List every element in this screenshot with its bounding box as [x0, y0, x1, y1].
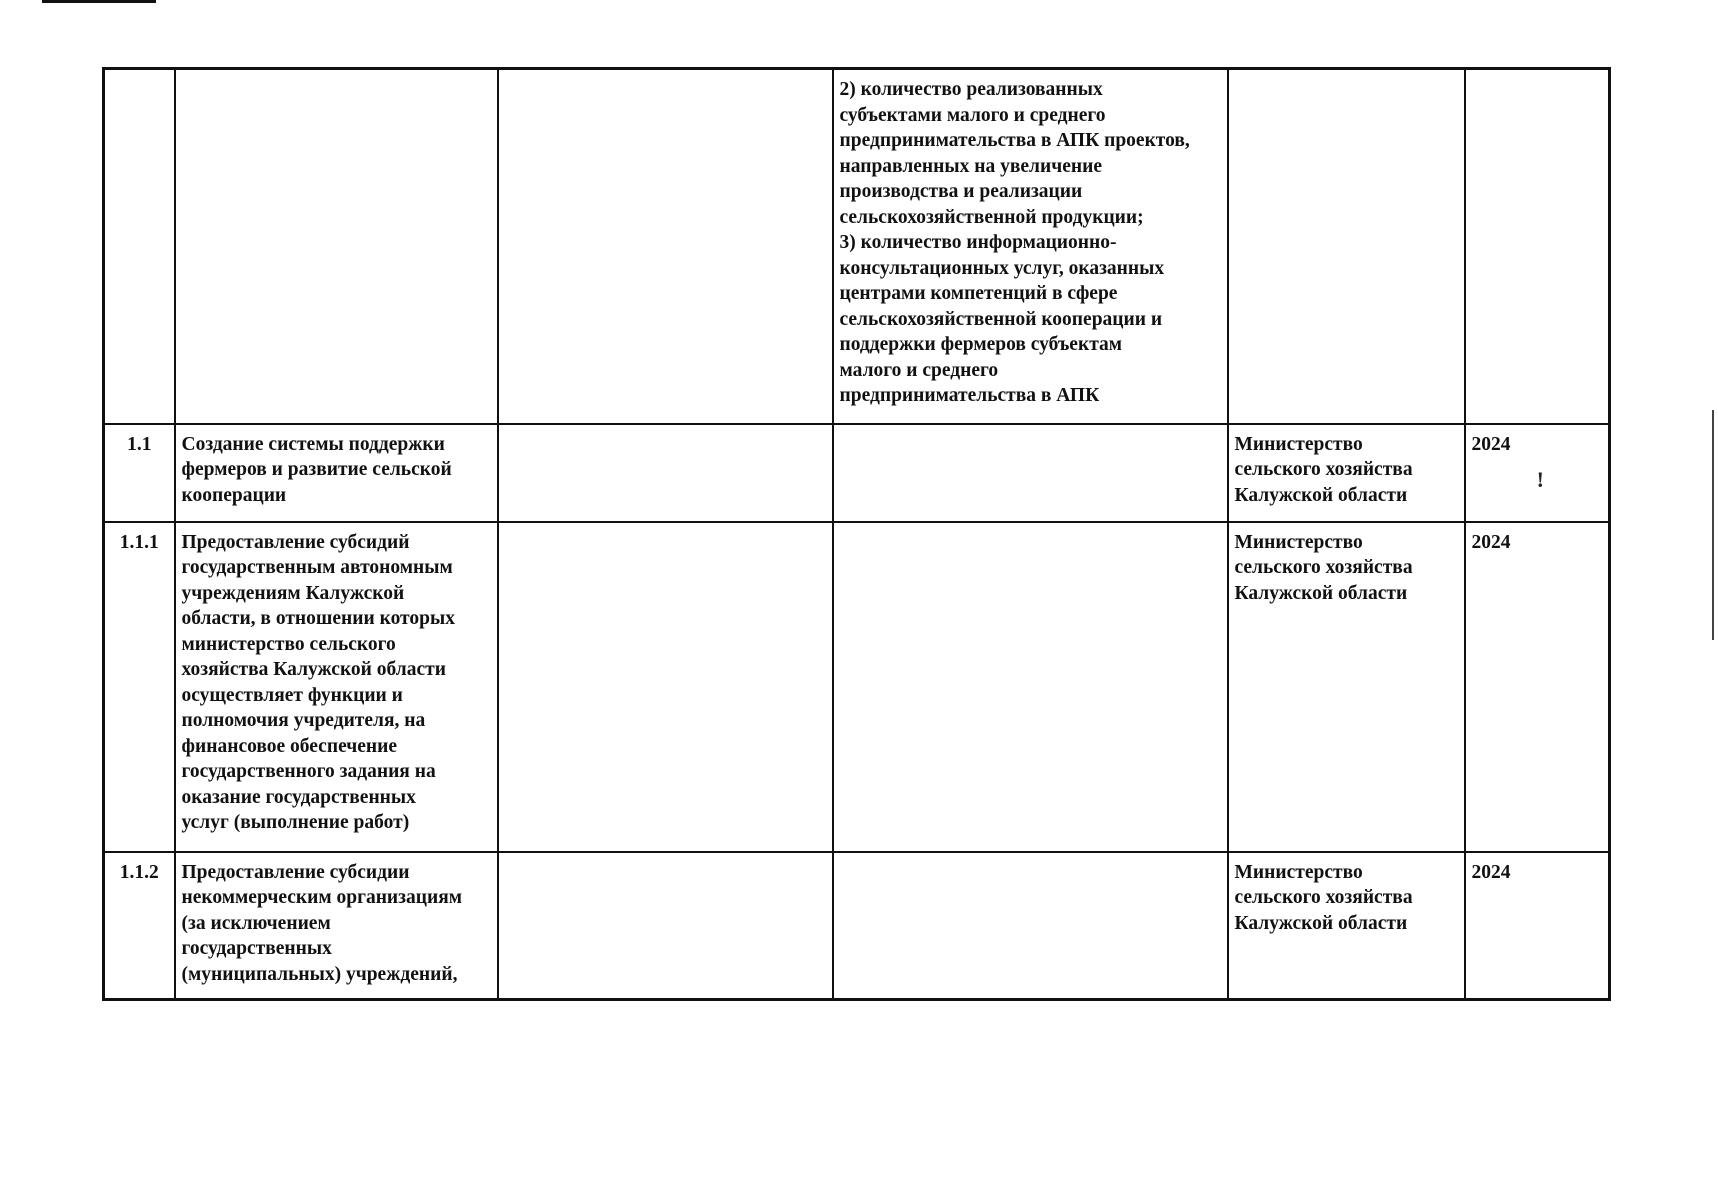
year-value: 2024 [1471, 861, 1511, 883]
indicator-line: производства и реализации [839, 181, 1083, 202]
indicator-cell [833, 852, 1228, 1000]
name-cell: Предоставление субсидии некоммерческим организациям (за исключением государственных (муниципальных) учреждений, [175, 852, 498, 1000]
indicator-line: сельскохозяйственной продукции; [839, 206, 1144, 228]
indicator-line: консультационных услуг, оказанных [839, 257, 1165, 279]
number-cell: 1.1.1 [104, 522, 175, 852]
table-row-continuation [104, 69, 1610, 424]
year-value: 2024 [1471, 433, 1511, 455]
responsible-cell [1228, 69, 1465, 424]
responsible-cell: Министерство сельского хозяйства Калужской области [1228, 424, 1465, 522]
indicator-line: центрами компетенций в сфере [839, 283, 1118, 304]
number-cell [104, 69, 175, 424]
year-cell [1465, 852, 1610, 1000]
name-cell [175, 69, 498, 424]
indicator-line: поддержки фермеров субъектам [839, 334, 1123, 355]
table-row [104, 852, 1610, 1000]
name-cell: Создание системы поддержки фермеров и развитие сельской кооперации [175, 424, 498, 522]
handwritten-mark: ! [1536, 466, 1544, 492]
year-cell [1465, 522, 1610, 852]
indicator-line: 3) количество информационно- [839, 232, 1117, 253]
indicator-line: направленных на увеличение [839, 155, 1102, 177]
top-rule [42, 0, 156, 3]
indicator-cell [833, 69, 1228, 424]
number-cell: 1.1.2 [104, 852, 175, 1000]
col3-cell [498, 852, 833, 1000]
indicator-cell [833, 522, 1228, 852]
year-cell [1465, 69, 1610, 424]
year-value: 2024 [1471, 531, 1511, 553]
responsible-cell: Министерство сельского хозяйства Калужской области [1228, 522, 1465, 852]
table-row [104, 522, 1610, 852]
number-cell: 1.1 [104, 424, 175, 522]
col3-cell [498, 69, 833, 424]
measures-table [102, 67, 1611, 1001]
indicator-line: малого и среднего [839, 359, 999, 381]
col3-cell [498, 424, 833, 522]
indicator-line: предпринимательства в АПК проектов, [839, 130, 1190, 151]
scan-edge-mark [1712, 410, 1714, 640]
year-cell [1465, 424, 1610, 522]
indicator-line: предпринимательства в АПК [839, 385, 1100, 406]
responsible-cell: Министерство сельского хозяйства Калужской области [1228, 852, 1465, 1000]
indicator-line: сельскохозяйственной кооперации и [839, 308, 1163, 330]
table-row [104, 424, 1610, 522]
col3-cell [498, 522, 833, 852]
indicator-cell [833, 424, 1228, 522]
name-cell: Предоставление субсидий государственным автономным учреждениям Калужской области, в отношении которых министерство сельского хозяйства Калужской области осуществляет функции и полномочия учредителя, на финансовое обеспечение государственного задания на оказание государственных услуг (выполнение работ) [175, 522, 498, 852]
indicator-line: субъектами малого и среднего [839, 104, 1106, 126]
indicator-line: 2) количество реализованных [839, 79, 1103, 100]
